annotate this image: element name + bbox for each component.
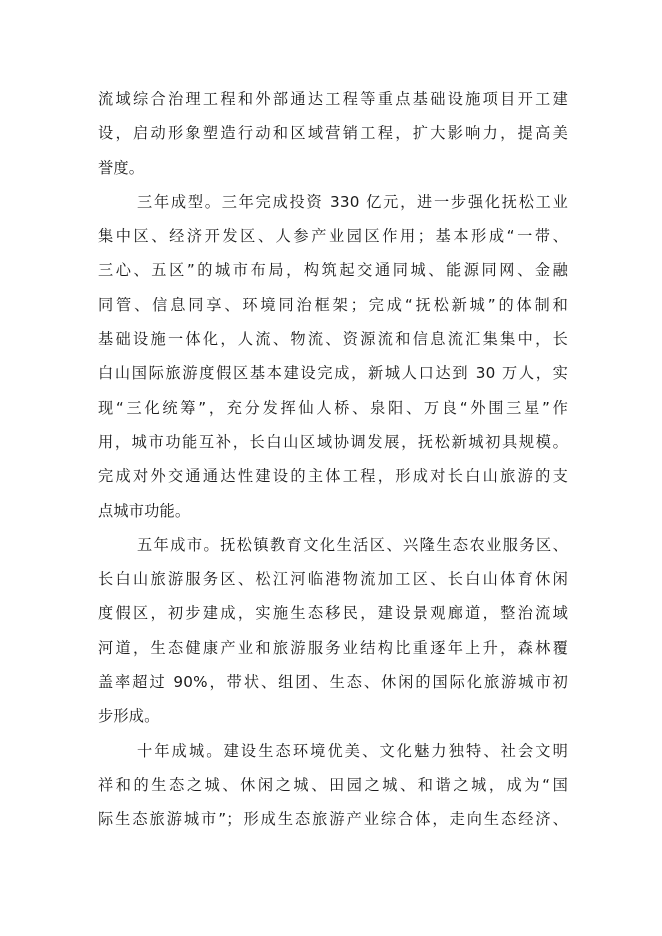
text-line: 河道，生态健康产业和旅游服务业结构比重逐年上升，森林覆 xyxy=(98,638,568,657)
text-line: 用，城市功能互补，长白山区域协调发展，抚松新城初具规模。 xyxy=(98,432,568,451)
text-line: 点城市功能。 xyxy=(98,501,191,520)
paragraph-three-years xyxy=(98,185,568,528)
text-line: 誉度。 xyxy=(98,158,145,177)
text-line: 五年成市。抚松镇教育文化生活区、兴隆生态农业服务区、 xyxy=(137,535,568,554)
text-line: 十年成城。建设生态环境优美、文化魅力独特、社会文明 xyxy=(137,741,568,760)
text-line: 同管、信息同享、环境同治框架；完成“抚松新城”的体制和 xyxy=(98,295,568,314)
body-text xyxy=(98,82,568,837)
text-line: 三年成型。三年完成投资 330 亿元，进一步强化抚松工业 xyxy=(137,192,568,211)
text-line: 盖率超过 90%，带状、组团、生态、休闲的国际化旅游城市初 xyxy=(98,673,568,692)
text-line: 白山国际旅游度假区基本建设完成，新城人口达到 30 万人，实 xyxy=(98,364,568,383)
paragraph-five-years xyxy=(98,528,568,734)
text-line: 三心、五区”的城市布局，构筑起交通同城、能源同网、金融 xyxy=(98,261,568,280)
text-line: 现“三化统筹”，充分发挥仙人桥、泉阳、万良“外围三星”作 xyxy=(98,398,568,417)
text-line: 步形成。 xyxy=(98,707,160,726)
text-line: 集中区、经济开发区、人参产业园区作用；基本形成“一带、 xyxy=(98,227,568,246)
text-line: 流域综合治理工程和外部通达工程等重点基础设施项目开工建 xyxy=(98,90,568,108)
paragraph-continuation xyxy=(98,82,568,185)
text-line: 度假区，初步建成，实施生态移民，建设景观廊道，整治流域 xyxy=(98,604,568,623)
text-line: 长白山旅游服务区、松江河临港物流加工区、长白山体育休闲 xyxy=(98,570,568,589)
text-line: 祥和的生态之城、休闲之城、田园之城、和谐之城，成为“国 xyxy=(98,775,568,794)
text-line: 完成对外交通通达性建设的主体工程，形成对长白山旅游的支 xyxy=(98,467,568,486)
text-line: 际生态旅游城市”；形成生态旅游产业综合体，走向生态经济、 xyxy=(98,810,568,829)
paragraph-ten-years xyxy=(98,734,568,837)
text-line: 设，启动形象塑造行动和区域营销工程，扩大影响力，提高美 xyxy=(98,124,568,143)
text-line: 基础设施一体化，人流、物流、资源流和信息流汇集集中，长 xyxy=(98,330,568,349)
